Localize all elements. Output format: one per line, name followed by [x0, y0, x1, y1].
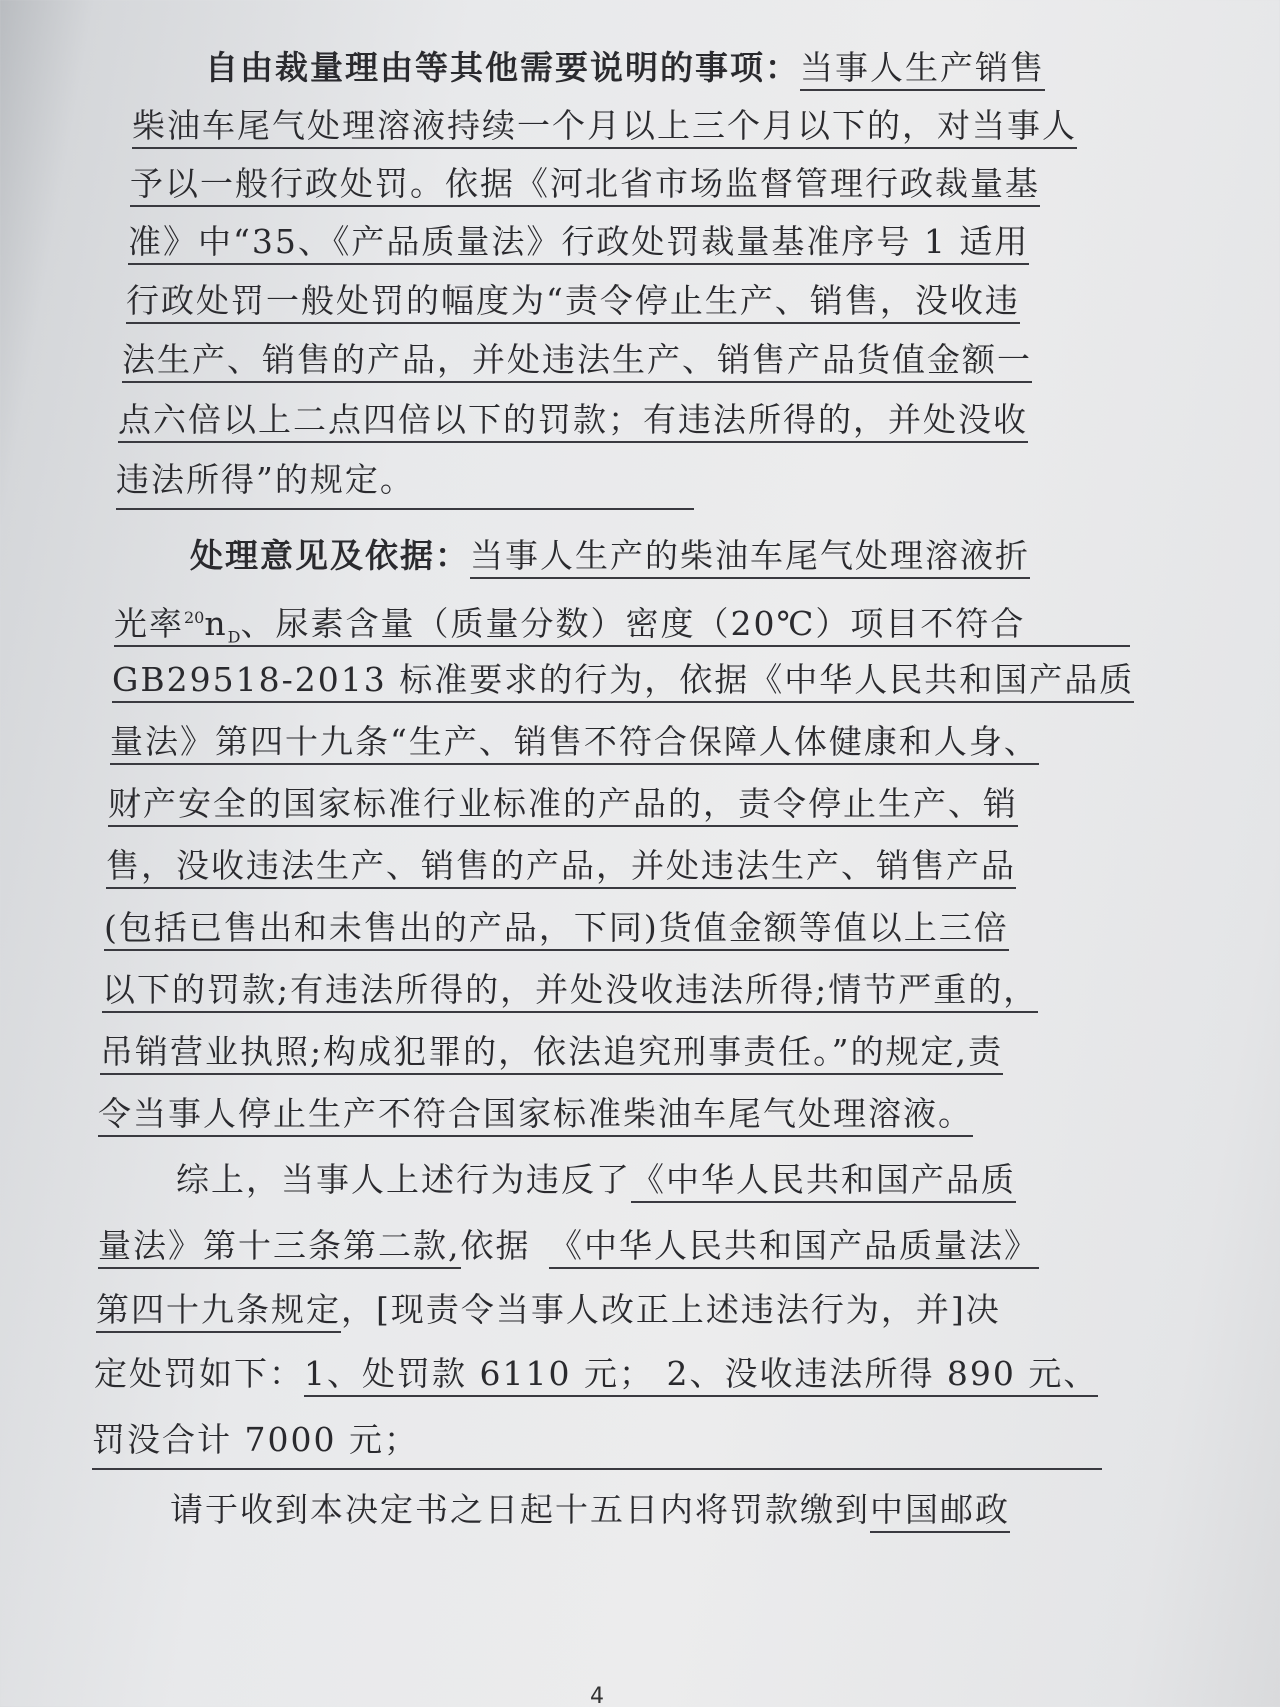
discretion-line-4: 准》中“35、《产品质量法》行政处罚裁量基准序号 1 适用 [128, 222, 1029, 266]
discretion-line-2: 柴油车尾气处理溶液持续一个月以上三个月以下的，对当事人 [132, 106, 1077, 150]
handling-line-7: (包括已售出和未售出的产品，下同)货值金额等值以上三倍 [104, 908, 1009, 952]
handling-line-2: 光率$^{20}n_D$、尿素含量（质量分数）密度（20℃）项目不符合 [114, 598, 1130, 642]
page-number: 4 [590, 1684, 604, 1707]
summary-line-3: 第四十九条规定，[现责令当事人改正上述违法行为，并]决 [96, 1290, 1001, 1334]
summary-line-2: 量法》第十三条第二款,依据 《中华人民共和国产品质量法》 [98, 1226, 1039, 1270]
summary-line-5: 罚没合计 7000 元； [92, 1420, 419, 1459]
discretion-line-8: 违法所得”的规定。 [116, 460, 415, 499]
discretion-text: 当事人生产销售 [800, 48, 1045, 91]
discretion-label: 自由裁量理由等其他需要说明的事项： [205, 48, 800, 87]
handling-line-5: 财产安全的国家标准行业标准的产品的，责令停止生产、销 [108, 784, 1018, 828]
discretion-line-1 [205, 48, 1045, 92]
handling-line-4: 量法》第四十九条“生产、销售不符合保障人体健康和人身、 [110, 722, 1039, 766]
handling-line-8: 以下的罚款;有违法所得的，并处没收违法所得;情节严重的， [102, 970, 1038, 1014]
summary-line-1: 综上，当事人上述行为违反了《中华人民共和国产品质 [176, 1160, 1016, 1204]
summary-line-4: 定处罚如下：1、处罚款 6110 元； 2、没收违法所得 890 元、 [94, 1354, 1098, 1398]
underline-rule [92, 1468, 1102, 1470]
handling-label: 处理意见及依据： [190, 536, 470, 575]
discretion-line-5: 行政处罚一般处罚的幅度为“责令停止生产、销售，没收违 [126, 281, 1020, 325]
payment-line: 请于收到本决定书之日起十五日内将罚款缴到中国邮政 [170, 1490, 1010, 1534]
handling-line-9: 吊销营业执照;构成犯罪的，依法追究刑事责任。”的规定,责 [100, 1032, 1003, 1076]
handling-line-1: 处理意见及依据：当事人生产的柴油车尾气处理溶液折 [190, 536, 1030, 580]
discretion-line-7: 点六倍以上二点四倍以下的罚款；有违法所得的，并处没收 [118, 400, 1028, 444]
handling-line-6: 售，没收违法生产、销售的产品，并处违法生产、销售产品 [106, 846, 1016, 890]
discretion-line-3: 予以一般行政处罚。依据《河北省市场监督管理行政裁量基 [130, 164, 1040, 208]
handling-line-10: 令当事人停止生产不符合国家标准柴油车尾气处理溶液。 [98, 1094, 973, 1138]
underline-rule [116, 508, 694, 510]
handling-line-3: GB29518-2013 标准要求的行为，依据《中华人民共和国产品质 [112, 660, 1134, 704]
discretion-line-6: 法生产、销售的产品，并处违法生产、销售产品货值金额一 [122, 340, 1032, 384]
